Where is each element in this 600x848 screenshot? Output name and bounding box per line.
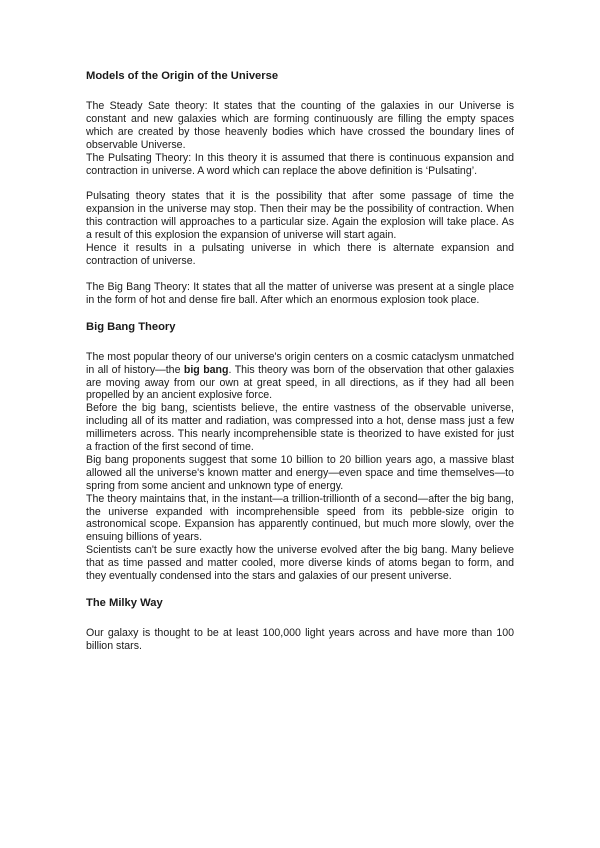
document-body [86,70,514,653]
paragraph-big-bang-summary: The Big Bang Theory: It states that all the matter of universe was present at a single place in the form of hot and dense fire ball. After which an enormous explosion took place. [86,280,514,306]
paragraph-expansion: The theory maintains that, in the instant—a trillion-trillionth of a second—after the big bang, the universe expanded with incomprehensible speed from its pebble-size origin to astronomical scope. Expansion has apparently continued, but much more slowly, over the ensuing billions of years. [86,492,514,544]
paragraph-proponents: Big bang proponents suggest that some 10 billion to 20 billion years ago, a massive blast allowed all the universe's known matter and energy—even space and time themselves—to spring from some ancient and unknown type of energy. [86,453,514,492]
big-bang-bold-term: big bang [183,363,229,376]
intro-text-after: . This theory was born of the observation that other galaxies are moving away from our own at great speed, in all directions, as if they had all been propelled by an ancient explosive force. [86,363,514,402]
intro-text-before: The most popular theory of our universe's origin centers on a cosmic cataclysm unmatched in all of history—the [86,350,514,376]
paragraph-milky-way: Our galaxy is thought to be at least 100,000 light years across and have more than 100 billion stars. [86,627,514,652]
paragraph-pulsating-result: Hence it results in a pulsating universe in which there is alternate expansion and contraction of universe. [86,242,514,267]
paragraph-pulsating-details: Pulsating theory states that it is the possibility that after some passage of time the expansion in the universe may stop. Then their may be the possibility of contraction. When this contraction will approaches to a particular size. Again the explosion will take place. As a result of this explosion the expansion of universe will start again. [86,190,514,242]
heading-models: Models of the Origin of the Universe [86,70,279,82]
paragraph-before-big-bang: Before the big bang, scientists believe, the entire vastness of the observable universe, including all of its matter and radiation, was compressed into a hot, dense mass just a few millimeters across. This nearly incomprehensible state is theorized to have existed for just a fraction of the first second of time. [86,402,514,454]
paragraph-steady-state: The Steady Sate theory: It states that the counting of the galaxies in our Universe is constant and new galaxies which are forming continuously are filling the empty spaces which are created by those heavenly bodies which have crossed the boundary lines of observable Universe. [86,100,514,151]
paragraph-evolution: Scientists can't be sure exactly how the universe evolved after the big bang. Many believe that as time passed and matter cooled, more diverse kinds of atoms began to form, and they eventually condensed into the stars and galaxies of our present universe. [86,544,514,583]
paragraph-pulsating-theory: The Pulsating Theory: In this theory it is assumed that there is continuous expansion and contraction in universe. A word which can replace the above definition is ‘Pulsating’. [86,151,514,177]
heading-big-bang: Big Bang Theory [86,320,176,333]
heading-milky-way: The Milky Way [86,597,163,609]
paragraph-big-bang-intro [86,351,514,403]
